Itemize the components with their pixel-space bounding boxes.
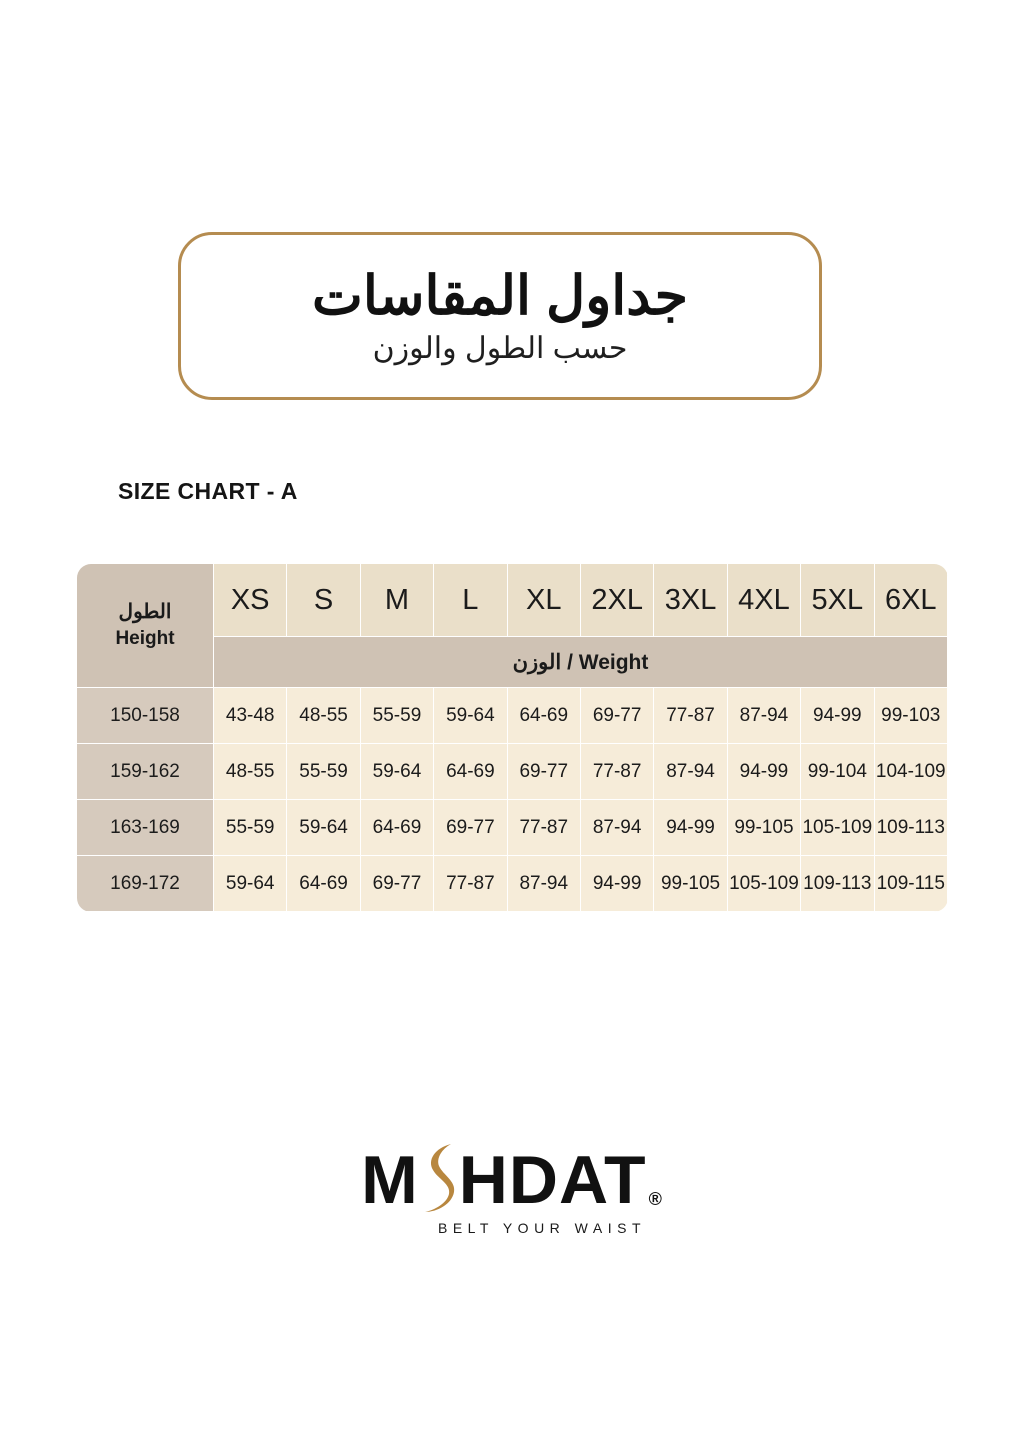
weight-cell: 59-64 <box>434 688 507 744</box>
height-header-cell <box>77 564 214 688</box>
weight-cell: 59-64 <box>214 856 287 912</box>
title-card <box>178 232 822 400</box>
weight-cell: 99-105 <box>727 800 800 856</box>
table-row <box>77 744 948 800</box>
size-chart-table-wrapper <box>76 563 948 912</box>
weight-cell: 77-87 <box>434 856 507 912</box>
weight-cell: 77-87 <box>507 800 580 856</box>
table-row <box>77 856 948 912</box>
weight-cell: 94-99 <box>727 744 800 800</box>
weight-cell: 64-69 <box>287 856 360 912</box>
weight-cell: 69-77 <box>434 800 507 856</box>
swash-icon <box>421 1140 457 1214</box>
height-header-english: Height <box>115 628 175 650</box>
weight-cell: 99-104 <box>801 744 874 800</box>
weight-cell: 104-109 <box>874 744 947 800</box>
weight-cell: 77-87 <box>580 744 653 800</box>
weight-cell: 69-77 <box>360 856 433 912</box>
weight-cell: 99-103 <box>874 688 947 744</box>
weight-cell: 99-105 <box>654 856 727 912</box>
weight-cell: 64-69 <box>507 688 580 744</box>
size-chart-table <box>76 563 948 912</box>
weight-band-label: الوزن / Weight <box>214 637 948 688</box>
weight-cell: 94-99 <box>654 800 727 856</box>
weight-cell: 109-113 <box>874 800 947 856</box>
weight-cell: 55-59 <box>214 800 287 856</box>
logo-letters-dat: DAT <box>508 1142 647 1218</box>
section-label: SIZE CHART - A <box>118 478 298 504</box>
weight-cell: 109-115 <box>874 856 947 912</box>
weight-cell: 64-69 <box>360 800 433 856</box>
table-row <box>77 800 948 856</box>
weight-cell: 87-94 <box>580 800 653 856</box>
weight-cell: 77-87 <box>654 688 727 744</box>
weight-cell: 69-77 <box>580 688 653 744</box>
size-header-cell: XL <box>507 564 580 637</box>
size-header-cell: 2XL <box>580 564 653 637</box>
size-header-cell: S <box>287 564 360 637</box>
weight-cell: 87-94 <box>507 856 580 912</box>
size-header-cell: 3XL <box>654 564 727 637</box>
table-header-row <box>77 564 948 637</box>
page-subtitle: حسب الطول والوزن <box>372 332 628 366</box>
weight-cell: 87-94 <box>727 688 800 744</box>
row-height-label: 150-158 <box>77 688 214 744</box>
brand-logo <box>0 1140 1024 1236</box>
weight-cell: 59-64 <box>360 744 433 800</box>
weight-cell: 69-77 <box>507 744 580 800</box>
logo-letter-m: M <box>361 1142 419 1218</box>
weight-cell: 48-55 <box>287 688 360 744</box>
page-title: جداول المقاسات <box>311 265 689 326</box>
table-row <box>77 688 948 744</box>
size-header-cell: 5XL <box>801 564 874 637</box>
row-height-label: 159-162 <box>77 744 214 800</box>
registered-mark: ® <box>648 1189 663 1209</box>
weight-cell: 59-64 <box>287 800 360 856</box>
weight-cell: 55-59 <box>287 744 360 800</box>
size-header-cell: 4XL <box>727 564 800 637</box>
weight-cell: 87-94 <box>654 744 727 800</box>
weight-cell: 55-59 <box>360 688 433 744</box>
size-header-cell: 6XL <box>874 564 947 637</box>
weight-cell: 105-109 <box>727 856 800 912</box>
size-header-cell: M <box>360 564 433 637</box>
weight-cell: 64-69 <box>434 744 507 800</box>
weight-cell: 94-99 <box>801 688 874 744</box>
weight-cell: 105-109 <box>801 800 874 856</box>
logo-letter-h: H <box>458 1142 509 1218</box>
size-header-cell: XS <box>214 564 287 637</box>
weight-cell: 43-48 <box>214 688 287 744</box>
weight-cell: 48-55 <box>214 744 287 800</box>
row-height-label: 163-169 <box>77 800 214 856</box>
logo-tagline: BELT YOUR WAIST <box>437 1220 646 1236</box>
weight-cell: 109-113 <box>801 856 874 912</box>
height-header-arabic: الطول <box>118 601 172 624</box>
row-height-label: 169-172 <box>77 856 214 912</box>
logo-wordmark <box>361 1140 663 1218</box>
size-header-cell: L <box>434 564 507 637</box>
weight-cell: 94-99 <box>580 856 653 912</box>
